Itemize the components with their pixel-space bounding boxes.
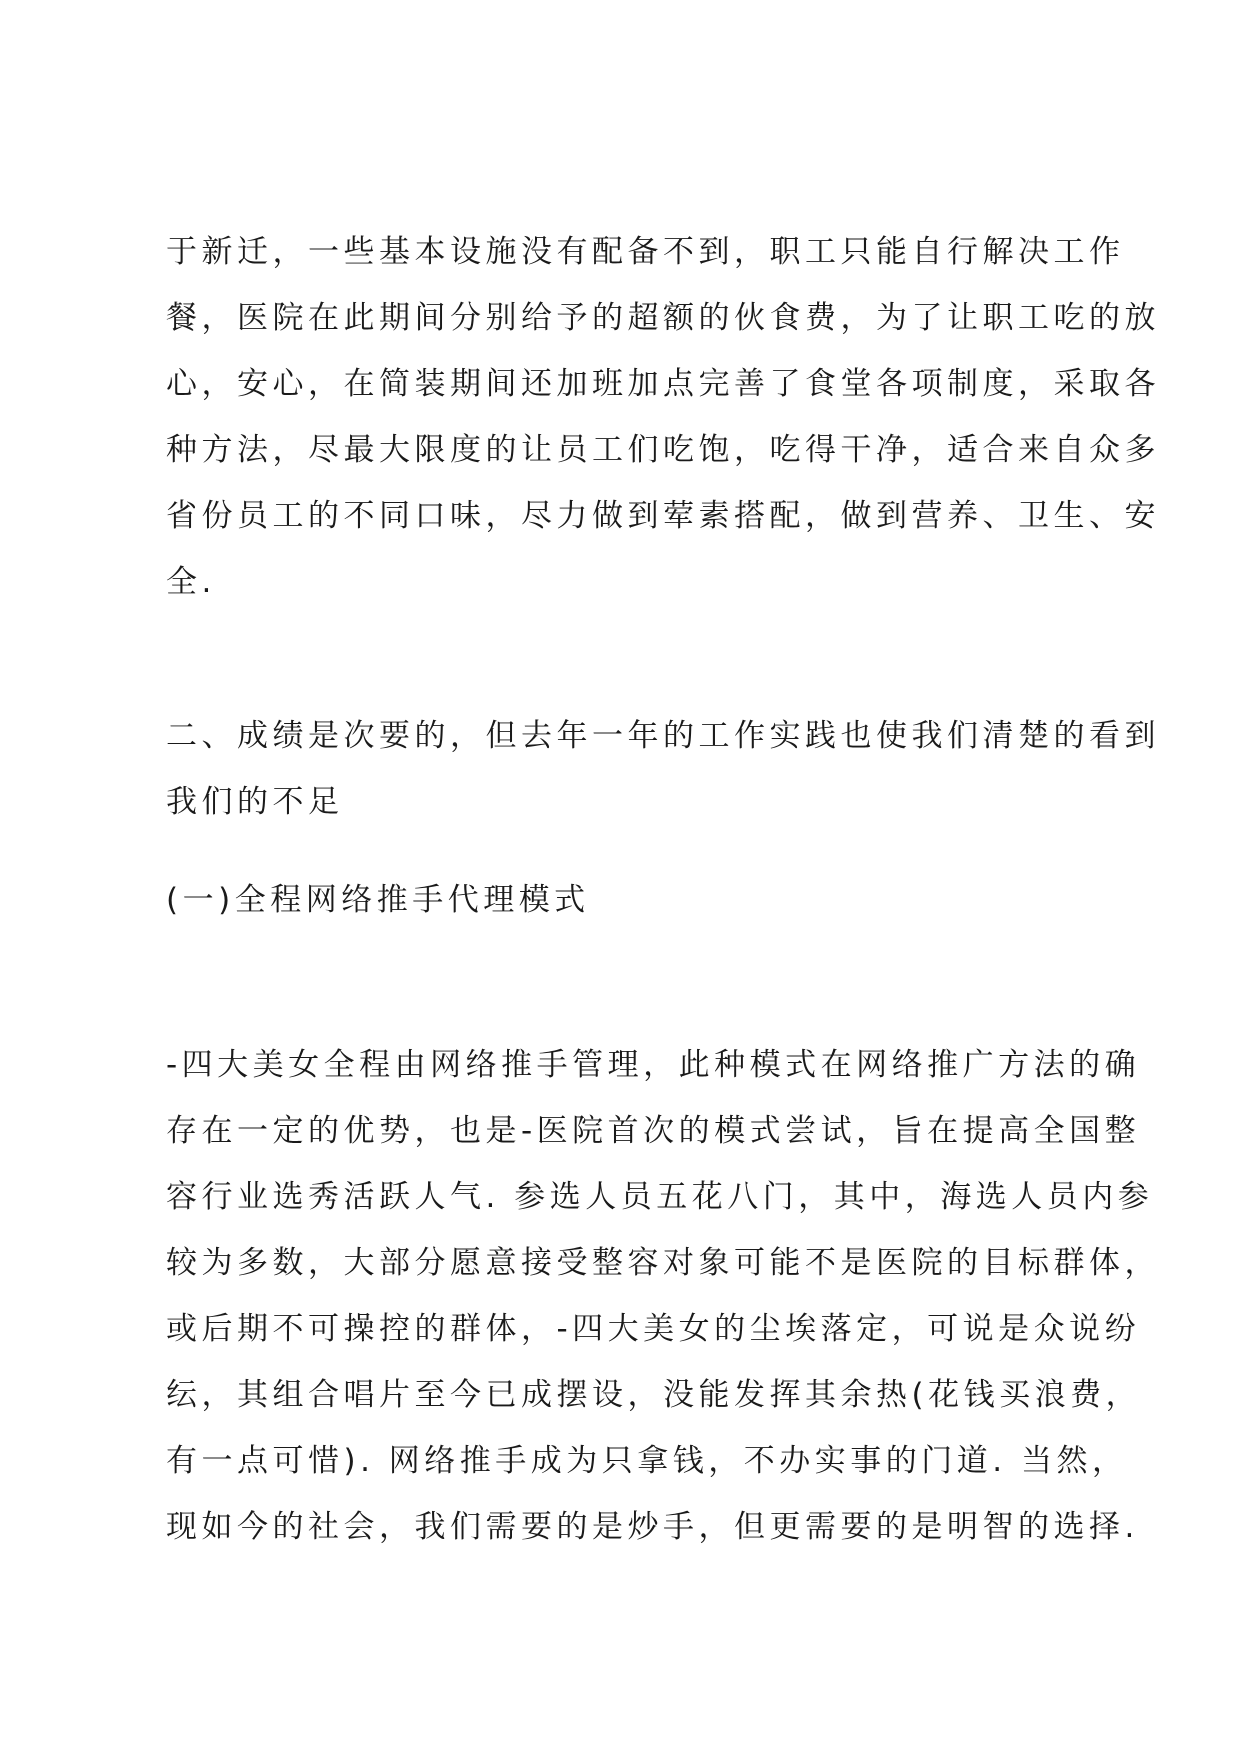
paragraph-line: 容行业选秀活跃人气. 参选人员五花八门，其中，海选人员内参 — [166, 1179, 1154, 1215]
paragraph-line: 有一点可惜). 网络推手成为只拿钱，不办实事的门道. 当然， — [166, 1443, 1128, 1479]
paragraph-line: 存在一定的优势，也是-医院首次的模式尝试，旨在提高全国整 — [166, 1113, 1141, 1149]
paragraph-line: 较为多数，大部分愿意接受整容对象可能不是医院的目标群体， — [166, 1245, 1160, 1281]
paragraph-line: 省份员工的不同口味，尽力做到荤素搭配，做到营养、卫生、安 — [166, 498, 1160, 534]
paragraph-canteen — [166, 219, 1160, 615]
paragraph-line: 种方法，尽最大限度的让员工们吃饱，吃得干净，适合来自众多 — [166, 432, 1160, 468]
heading-line: 我们的不足 — [166, 784, 344, 820]
heading-line: 二、成绩是次要的，但去年一年的工作实践也使我们清楚的看到 — [166, 718, 1160, 754]
paragraph-online-promotion — [166, 1032, 1160, 1560]
paragraph-line: 现如今的社会，我们需要的是炒手，但更需要的是明智的选择. — [166, 1509, 1139, 1545]
subheading-line: (一)全程网络推手代理模式 — [166, 882, 590, 918]
paragraph-line: 纭，其组合唱片至今已成摆设，没能发挥其余热(花钱买浪费， — [166, 1377, 1142, 1413]
paragraph-line: 餐，医院在此期间分别给予的超额的伙食费，为了让职工吃的放 — [166, 300, 1160, 336]
paragraph-line: 全. — [166, 564, 216, 600]
paragraph-line: -四大美女全程由网络推手管理，此种模式在网络推广方法的确 — [166, 1047, 1141, 1083]
subsection-heading-agency-mode — [166, 867, 1106, 933]
paragraph-line: 于新迁，一些基本设施没有配备不到，职工只能自行解决工作 — [166, 234, 1125, 270]
paragraph-line: 心，安心，在简装期间还加班加点完善了食堂各项制度，采取各 — [166, 366, 1160, 402]
paragraph-line: 或后期不可操控的群体，-四大美女的尘埃落定，可说是众说纷 — [166, 1311, 1141, 1347]
section-heading-shortcomings — [166, 703, 1160, 835]
